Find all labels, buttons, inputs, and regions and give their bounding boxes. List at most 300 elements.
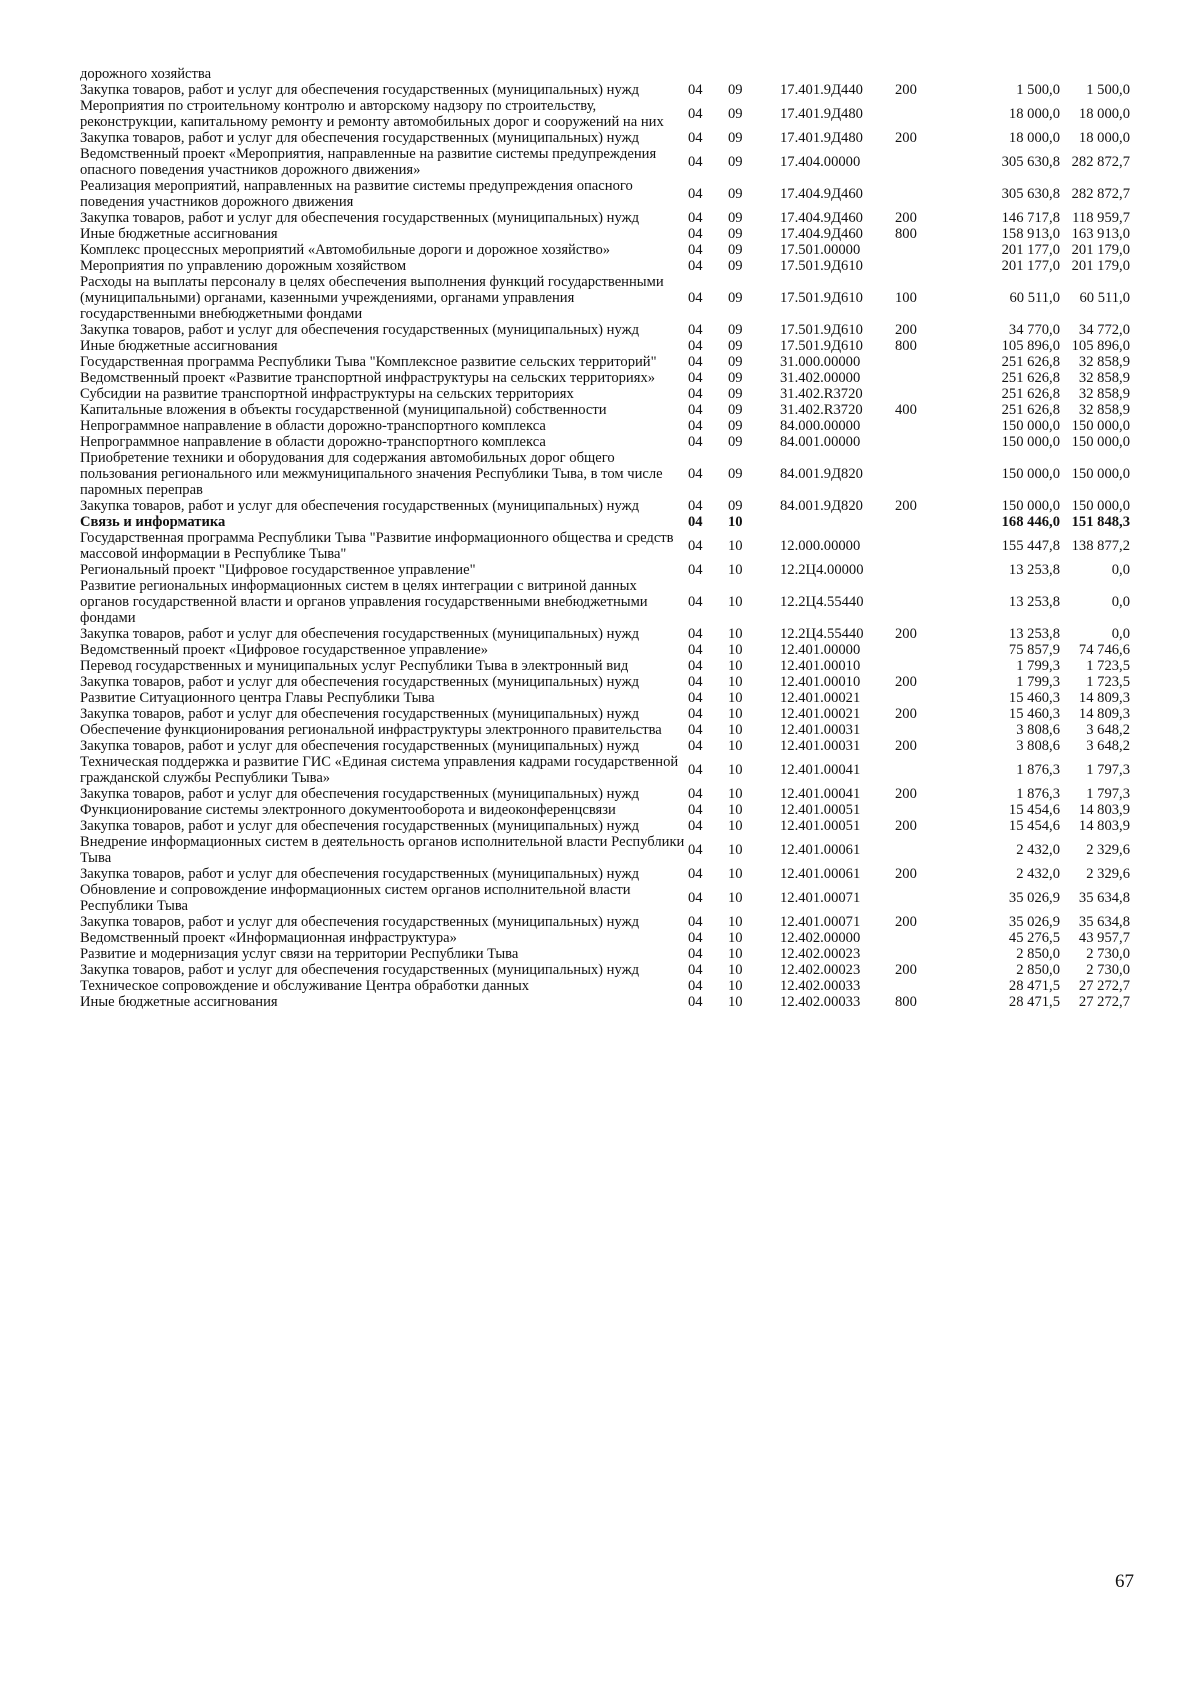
row-sum-year2-cell: 32 858,9 <box>1078 402 1130 418</box>
row-sum-year1-cell: 60 511,0 <box>1009 290 1060 306</box>
row-target-article-cell: 12.401.00061 <box>780 866 861 882</box>
row-name-cell: Приобретение техники и оборудования для содержания автомобильных дорог общего пользования регионального или межмуниципального значения Республики Тыва, в том числе паромных переправ <box>80 450 663 498</box>
row-subsection-cell: 09 <box>728 154 743 170</box>
row-subsection-cell: 10 <box>728 962 743 978</box>
row-subsection-cell: 09 <box>728 402 743 418</box>
row-sum-year2-cell: 0,0 <box>1111 562 1130 578</box>
row-section-cell: 04 <box>688 762 703 778</box>
row-expense-type-cell <box>895 562 945 578</box>
row-name-cell: Комплекс процессных мероприятий «Автомобильные дороги и дорожное хозяйство» <box>80 242 611 258</box>
row-section-cell: 04 <box>688 626 703 642</box>
row-sum-year2-cell: 35 634,8 <box>1078 890 1130 906</box>
row-expense-type-cell: 200 <box>895 498 917 514</box>
table-row <box>80 178 1130 210</box>
table-row <box>80 514 1130 530</box>
row-section-cell: 04 <box>688 538 703 554</box>
table-row <box>80 882 1130 914</box>
row-name-cell: Закупка товаров, работ и услуг для обеспечения государственных (муниципальных) нужд <box>80 962 640 978</box>
row-expense-type-cell <box>895 514 945 530</box>
row-sum-year2-cell: 150 000,0 <box>1071 418 1130 434</box>
row-sum-year1-cell: 146 717,8 <box>1001 210 1060 226</box>
row-target-article-cell: 31.402.R3720 <box>780 402 863 418</box>
table-row <box>80 434 1130 450</box>
table-row <box>80 498 1130 514</box>
table-row <box>80 930 1130 946</box>
row-name-cell: Техническая поддержка и развитие ГИС «Единая система управления кадрами государственной гражданской службы Республики Тыва» <box>80 754 679 786</box>
row-name-cell: Закупка товаров, работ и услуг для обеспечения государственных (муниципальных) нужд <box>80 82 640 98</box>
row-section-cell: 04 <box>688 658 703 674</box>
row-expense-type-cell <box>895 578 945 626</box>
row-target-article-cell: 17.501.00000 <box>780 242 861 258</box>
row-expense-type-cell: 200 <box>895 866 917 882</box>
row-sum-year2-cell: 105 896,0 <box>1071 338 1130 354</box>
row-target-article-cell: 17.501.9Д610 <box>780 290 863 306</box>
row-sum-year2-cell: 14 809,3 <box>1078 690 1130 706</box>
row-name-cell: Перевод государственных и муниципальных услуг Республики Тыва в электронный вид <box>80 658 629 674</box>
row-section-cell: 04 <box>688 690 703 706</box>
row-target-article-cell: 31.402.00000 <box>780 370 861 386</box>
row-subsection-cell <box>728 66 780 82</box>
row-expense-type-cell: 800 <box>895 338 917 354</box>
row-name-cell: Техническое сопровождение и обслуживание Центра обработки данных <box>80 978 530 994</box>
table-row <box>80 258 1130 274</box>
row-target-article-cell: 17.501.9Д610 <box>780 338 863 354</box>
row-sum-year1-cell: 1 876,3 <box>1016 762 1060 778</box>
row-name-cell: Непрограммное направление в области дорожно-транспортного комплекса <box>80 434 546 450</box>
row-expense-type-cell: 200 <box>895 626 917 642</box>
row-sum-year2-cell: 74 746,6 <box>1078 642 1130 658</box>
row-expense-type-cell <box>895 66 945 82</box>
row-target-article-cell: 12.402.00023 <box>780 946 861 962</box>
budget-table-body <box>80 66 1130 1010</box>
row-name-cell: Иные бюджетные ассигнования <box>80 994 278 1010</box>
row-target-article-cell: 17.404.9Д460 <box>780 186 863 202</box>
row-expense-type-cell <box>895 754 945 786</box>
row-sum-year2-cell: 43 957,7 <box>1078 930 1130 946</box>
table-row <box>80 914 1130 930</box>
row-subsection-cell: 09 <box>728 434 743 450</box>
row-name-cell: Расходы на выплаты персоналу в целях обеспечения выполнения функций государственными (муниципальными) органами, казенными учреждениями, органами управления государственными внебюджетными фондами <box>80 274 664 322</box>
table-row <box>80 946 1130 962</box>
row-sum-year1-cell: 18 000,0 <box>1008 130 1060 146</box>
row-section-cell: 04 <box>688 322 703 338</box>
row-sum-year1-cell: 305 630,8 <box>1001 186 1060 202</box>
row-expense-type-cell: 200 <box>895 130 917 146</box>
row-section-cell: 04 <box>688 434 703 450</box>
row-name-cell: Закупка товаров, работ и услуг для обеспечения государственных (муниципальных) нужд <box>80 818 640 834</box>
row-sum-year1-cell: 150 000,0 <box>1001 466 1060 482</box>
row-sum-year1-cell: 18 000,0 <box>1008 106 1060 122</box>
row-expense-type-cell <box>895 386 945 402</box>
row-expense-type-cell <box>895 450 945 498</box>
row-target-article-cell: 12.402.00033 <box>780 978 861 994</box>
row-name-cell: Субсидии на развитие транспортной инфраструктуры на сельских территориях <box>80 386 574 402</box>
row-section-cell: 04 <box>688 842 703 858</box>
row-subsection-cell: 09 <box>728 186 743 202</box>
row-target-article-cell <box>780 66 895 82</box>
row-target-article-cell: 84.000.00000 <box>780 418 861 434</box>
row-section-cell: 04 <box>688 386 703 402</box>
row-name-cell: Закупка товаров, работ и услуг для обеспечения государственных (муниципальных) нужд <box>80 738 640 754</box>
row-expense-type-cell: 200 <box>895 818 917 834</box>
row-subsection-cell: 10 <box>728 514 743 530</box>
row-expense-type-cell: 200 <box>895 82 917 98</box>
row-section-cell: 04 <box>688 994 703 1010</box>
row-name-cell: Закупка товаров, работ и услуг для обеспечения государственных (муниципальных) нужд <box>80 866 640 882</box>
row-expense-type-cell <box>895 946 945 962</box>
row-name-cell: Закупка товаров, работ и услуг для обеспечения государственных (муниципальных) нужд <box>80 130 640 146</box>
row-name-cell: Развитие и модернизация услуг связи на территории Республики Тыва <box>80 946 519 962</box>
row-target-article-cell: 12.401.00021 <box>780 690 861 706</box>
row-target-article-cell: 17.401.9Д440 <box>780 82 863 98</box>
row-expense-type-cell: 200 <box>895 210 917 226</box>
row-sum-year2-cell: 282 872,7 <box>1071 154 1130 170</box>
row-sum-year1-cell: 1 876,3 <box>1016 786 1060 802</box>
table-row <box>80 562 1130 578</box>
row-target-article-cell: 12.401.00031 <box>780 722 861 738</box>
row-name-cell: Закупка товаров, работ и услуг для обеспечения государственных (муниципальных) нужд <box>80 210 640 226</box>
row-expense-type-cell: 800 <box>895 226 917 242</box>
row-sum-year2-cell: 151 848,3 <box>1071 514 1130 530</box>
row-expense-type-cell: 100 <box>895 290 917 306</box>
row-section-cell: 04 <box>688 130 703 146</box>
row-section-cell: 04 <box>688 786 703 802</box>
row-sum-year1-cell: 168 446,0 <box>1001 514 1060 530</box>
row-sum-year1-cell: 15 460,3 <box>1008 690 1060 706</box>
row-sum-year2-cell: 118 959,7 <box>1072 210 1130 226</box>
row-sum-year2-cell: 1 797,3 <box>1086 762 1130 778</box>
row-sum-year1-cell: 13 253,8 <box>1008 594 1060 610</box>
row-subsection-cell: 09 <box>728 210 743 226</box>
row-sum-year1-cell: 34 770,0 <box>1008 322 1060 338</box>
row-subsection-cell: 10 <box>728 738 743 754</box>
row-sum-year1-cell: 28 471,5 <box>1008 978 1060 994</box>
row-sum-year1-cell: 15 454,6 <box>1008 818 1060 834</box>
row-target-article-cell: 31.000.00000 <box>780 354 861 370</box>
row-expense-type-cell <box>895 642 945 658</box>
row-expense-type-cell <box>895 258 945 274</box>
row-section-cell: 04 <box>688 210 703 226</box>
row-target-article-cell: 17.404.00000 <box>780 154 861 170</box>
row-expense-type-cell: 200 <box>895 738 917 754</box>
row-subsection-cell: 10 <box>728 594 743 610</box>
row-section-cell: 04 <box>688 978 703 994</box>
row-target-article-cell: 84.001.9Д820 <box>780 466 863 482</box>
row-expense-type-cell: 200 <box>895 674 917 690</box>
row-section-cell: 04 <box>688 514 703 530</box>
row-name-cell: Закупка товаров, работ и услуг для обеспечения государственных (муниципальных) нужд <box>80 914 640 930</box>
table-row <box>80 130 1130 146</box>
row-name-cell: Внедрение информационных систем в деятельность органов исполнительной власти Республики Тыва <box>80 834 685 866</box>
row-subsection-cell: 10 <box>728 674 743 690</box>
row-target-article-cell: 12.401.00010 <box>780 658 861 674</box>
row-sum-year1-cell: 1 500,0 <box>1016 82 1060 98</box>
row-sum-year1-cell: 35 026,9 <box>1008 890 1060 906</box>
row-expense-type-cell: 200 <box>895 914 917 930</box>
row-sum-year1-cell: 105 896,0 <box>1001 338 1060 354</box>
row-subsection-cell: 10 <box>728 562 743 578</box>
row-target-article-cell: 84.001.00000 <box>780 434 861 450</box>
row-name-cell: Реализация мероприятий, направленных на развитие системы предупреждения опасного поведения участников дорожного движения <box>80 178 633 210</box>
row-name-cell: Развитие Ситуационного центра Главы Республики Тыва <box>80 690 435 706</box>
row-subsection-cell: 10 <box>728 690 743 706</box>
row-section-cell: 04 <box>688 82 703 98</box>
row-name-cell: Обеспечение функционирования региональной инфраструктуры электронного правительства <box>80 722 662 738</box>
row-expense-type-cell <box>895 178 945 210</box>
row-name-cell: Государственная программа Республики Тыва "Развитие информационного общества и средств массовой информации в Республике Тыва" <box>80 530 674 562</box>
row-target-article-cell: 17.501.9Д610 <box>780 258 863 274</box>
row-subsection-cell: 10 <box>728 538 743 554</box>
row-name-cell: Иные бюджетные ассигнования <box>80 338 278 354</box>
row-expense-type-cell: 200 <box>895 322 917 338</box>
row-subsection-cell: 09 <box>728 386 743 402</box>
row-name-cell: Ведомственный проект «Мероприятия, направленные на развитие системы предупреждения опасного поведения участников дорожного движения» <box>80 146 657 178</box>
table-row <box>80 978 1130 994</box>
row-target-article-cell: 12.402.00033 <box>780 994 861 1010</box>
row-section-cell: 04 <box>688 466 703 482</box>
row-sum-year1-cell: 13 253,8 <box>1008 562 1060 578</box>
table-row <box>80 98 1130 130</box>
row-sum-year2-cell: 2 329,6 <box>1086 842 1130 858</box>
row-sum-year2-cell: 3 648,2 <box>1086 722 1130 738</box>
row-sum-year1-cell: 251 626,8 <box>1001 386 1060 402</box>
row-subsection-cell: 10 <box>728 946 743 962</box>
row-subsection-cell: 10 <box>728 762 743 778</box>
table-row <box>80 354 1130 370</box>
row-name-cell: Непрограммное направление в области дорожно-транспортного комплекса <box>80 418 546 434</box>
row-expense-type-cell <box>895 978 945 994</box>
row-name-cell: Обновление и сопровождение информационных систем органов исполнительной власти Республики Тыва <box>80 882 631 914</box>
row-name-cell: Ведомственный проект «Развитие транспортной инфраструктуры на сельских территориях» <box>80 370 656 386</box>
row-sum-year2-cell: 0,0 <box>1111 626 1130 642</box>
row-sum-year2-cell: 201 179,0 <box>1071 258 1130 274</box>
table-row <box>80 370 1130 386</box>
row-subsection-cell: 10 <box>728 706 743 722</box>
row-sum-year1-cell: 13 253,8 <box>1008 626 1060 642</box>
row-sum-year2-cell: 150 000,0 <box>1071 434 1130 450</box>
row-sum-year1-cell: 28 471,5 <box>1008 994 1060 1010</box>
row-section-cell: 04 <box>688 338 703 354</box>
table-row <box>80 866 1130 882</box>
row-target-article-cell: 12.401.00031 <box>780 738 861 754</box>
row-subsection-cell: 10 <box>728 890 743 906</box>
row-name-cell: Связь и информатика <box>80 514 226 530</box>
row-sum-year1-cell: 201 177,0 <box>1001 242 1060 258</box>
row-expense-type-cell <box>895 242 945 258</box>
row-target-article-cell: 12.401.00010 <box>780 674 861 690</box>
row-sum-year2-cell: 163 913,0 <box>1071 226 1130 242</box>
row-sum-year1-cell: 1 799,3 <box>1016 674 1060 690</box>
row-sum-year2-cell: 27 272,7 <box>1078 978 1130 994</box>
table-row <box>80 402 1130 418</box>
row-sum-year1-cell: 35 026,9 <box>1008 914 1060 930</box>
table-row <box>80 274 1130 322</box>
row-sum-year2-cell: 27 272,7 <box>1078 994 1130 1010</box>
row-sum-year1-cell: 150 000,0 <box>1001 498 1060 514</box>
row-sum-year2-cell: 138 877,2 <box>1071 538 1130 554</box>
row-section-cell: 04 <box>688 930 703 946</box>
row-expense-type-cell: 200 <box>895 706 917 722</box>
row-target-article-cell: 17.404.9Д460 <box>780 226 863 242</box>
row-sum-year2-cell: 14 809,3 <box>1078 706 1130 722</box>
row-expense-type-cell <box>895 98 945 130</box>
table-row <box>80 674 1130 690</box>
row-sum-year1-cell: 75 857,9 <box>1008 642 1060 658</box>
row-expense-type-cell <box>895 530 945 562</box>
table-row <box>80 530 1130 562</box>
row-section-cell: 04 <box>688 354 703 370</box>
row-subsection-cell: 09 <box>728 130 743 146</box>
row-target-article-cell: 12.2Ц4.55440 <box>780 626 864 642</box>
row-name-cell: Мероприятия по строительному контролю и авторскому надзору по строительству, реконструкции, капитальному ремонту и ремонту автомобильных дорог и сооружений на них <box>80 98 664 130</box>
row-section-cell: 04 <box>688 418 703 434</box>
row-target-article-cell: 12.402.00023 <box>780 962 861 978</box>
table-row <box>80 146 1130 178</box>
row-subsection-cell: 10 <box>728 994 743 1010</box>
row-expense-type-cell <box>895 802 945 818</box>
row-sum-year1-cell: 2 850,0 <box>1016 946 1060 962</box>
table-row <box>80 66 1130 82</box>
row-name-cell: Развитие региональных информационных систем в целях интеграции с витриной данных органов государственной власти и органов управления государственными внебюджетными фондами <box>80 578 648 626</box>
row-name-cell: Мероприятия по управлению дорожным хозяйством <box>80 258 407 274</box>
row-subsection-cell: 09 <box>728 290 743 306</box>
row-name-cell: Государственная программа Республики Тыва "Комплексное развитие сельских территорий" <box>80 354 657 370</box>
row-target-article-cell: 12.402.00000 <box>780 930 861 946</box>
row-subsection-cell: 10 <box>728 842 743 858</box>
row-target-article-cell: 12.401.00071 <box>780 890 861 906</box>
table-row <box>80 226 1130 242</box>
row-sum-year2-cell: 1 723,5 <box>1086 674 1130 690</box>
table-row <box>80 738 1130 754</box>
row-name-cell: Закупка товаров, работ и услуг для обеспечения государственных (муниципальных) нужд <box>80 786 640 802</box>
table-row <box>80 834 1130 866</box>
row-sum-year2-cell: 150 000,0 <box>1071 466 1130 482</box>
row-sum-year2-cell: 201 179,0 <box>1071 242 1130 258</box>
row-section-cell: 04 <box>688 242 703 258</box>
row-expense-type-cell <box>895 354 945 370</box>
row-section-cell: 04 <box>688 962 703 978</box>
row-subsection-cell: 09 <box>728 226 743 242</box>
row-subsection-cell: 09 <box>728 418 743 434</box>
row-expense-type-cell: 200 <box>895 962 917 978</box>
row-name-cell: дорожного хозяйства <box>80 66 212 82</box>
row-sum-year1-cell: 15 454,6 <box>1008 802 1060 818</box>
row-subsection-cell: 09 <box>728 354 743 370</box>
row-expense-type-cell <box>895 930 945 946</box>
row-expense-type-cell: 800 <box>895 994 917 1010</box>
row-subsection-cell: 09 <box>728 466 743 482</box>
row-sum-year1-cell: 1 799,3 <box>1016 658 1060 674</box>
page-number: 67 <box>1115 1571 1134 1592</box>
budget-table <box>80 66 1130 1010</box>
row-name-cell: Региональный проект "Цифровое государственное управление" <box>80 562 476 578</box>
row-target-article-cell: 12.401.00051 <box>780 802 861 818</box>
row-sum-year1-cell: 150 000,0 <box>1001 418 1060 434</box>
row-sum-year2-cell: 34 772,0 <box>1078 322 1130 338</box>
table-row <box>80 642 1130 658</box>
row-section-cell: 04 <box>688 498 703 514</box>
row-target-article-cell: 12.401.00021 <box>780 706 861 722</box>
row-sum-year2-cell: 60 511,0 <box>1079 290 1130 306</box>
row-sum-year1-cell <box>945 66 1060 82</box>
row-sum-year1-cell: 15 460,3 <box>1008 706 1060 722</box>
row-sum-year2-cell: 18 000,0 <box>1078 106 1130 122</box>
table-row <box>80 786 1130 802</box>
table-row <box>80 802 1130 818</box>
row-sum-year2-cell <box>1060 66 1130 82</box>
row-name-cell: Функционирование системы электронного документооборота и видеоконференцсвязи <box>80 802 616 818</box>
row-sum-year2-cell: 32 858,9 <box>1078 354 1130 370</box>
row-target-article-cell: 12.401.00071 <box>780 914 861 930</box>
row-subsection-cell: 09 <box>728 322 743 338</box>
row-subsection-cell: 09 <box>728 258 743 274</box>
row-section-cell: 04 <box>688 226 703 242</box>
row-expense-type-cell <box>895 722 945 738</box>
row-target-article-cell: 12.2Ц4.00000 <box>780 562 864 578</box>
row-target-article-cell: 17.404.9Д460 <box>780 210 863 226</box>
row-name-cell: Капитальные вложения в объекты государственной (муниципальной) собственности <box>80 402 607 418</box>
row-target-article-cell: 12.401.00061 <box>780 842 861 858</box>
row-expense-type-cell <box>895 146 945 178</box>
row-sum-year1-cell: 305 630,8 <box>1001 154 1060 170</box>
table-row <box>80 818 1130 834</box>
row-subsection-cell: 10 <box>728 914 743 930</box>
row-sum-year1-cell: 2 432,0 <box>1016 842 1060 858</box>
row-expense-type-cell <box>895 882 945 914</box>
table-row <box>80 658 1130 674</box>
row-sum-year2-cell: 18 000,0 <box>1078 130 1130 146</box>
table-row <box>80 722 1130 738</box>
row-sum-year2-cell: 2 730,0 <box>1086 962 1130 978</box>
table-row <box>80 578 1130 626</box>
row-sum-year2-cell: 32 858,9 <box>1078 370 1130 386</box>
table-row <box>80 994 1130 1010</box>
row-expense-type-cell <box>895 434 945 450</box>
row-section-cell: 04 <box>688 674 703 690</box>
row-section-cell: 04 <box>688 562 703 578</box>
row-target-article-cell: 12.401.00000 <box>780 642 861 658</box>
row-section-cell: 04 <box>688 258 703 274</box>
row-subsection-cell: 09 <box>728 338 743 354</box>
row-sum-year1-cell: 201 177,0 <box>1001 258 1060 274</box>
row-sum-year2-cell: 3 648,2 <box>1086 738 1130 754</box>
row-section-cell: 04 <box>688 290 703 306</box>
row-subsection-cell: 10 <box>728 930 743 946</box>
row-section-cell: 04 <box>688 106 703 122</box>
row-sum-year2-cell: 14 803,9 <box>1078 818 1130 834</box>
row-sum-year1-cell: 251 626,8 <box>1001 354 1060 370</box>
row-sum-year2-cell: 1 500,0 <box>1086 82 1130 98</box>
row-sum-year1-cell: 45 276,5 <box>1008 930 1060 946</box>
row-target-article-cell: 12.401.00041 <box>780 786 861 802</box>
row-sum-year1-cell: 3 808,6 <box>1016 738 1060 754</box>
table-row <box>80 706 1130 722</box>
row-subsection-cell: 10 <box>728 978 743 994</box>
row-sum-year1-cell: 2 850,0 <box>1016 962 1060 978</box>
row-section-cell: 04 <box>688 642 703 658</box>
row-target-article-cell: 12.401.00051 <box>780 818 861 834</box>
row-sum-year1-cell: 2 432,0 <box>1016 866 1060 882</box>
row-expense-type-cell <box>895 370 945 386</box>
table-row <box>80 338 1130 354</box>
row-expense-type-cell <box>895 418 945 434</box>
row-section-cell: 04 <box>688 866 703 882</box>
table-row <box>80 242 1130 258</box>
row-section-cell: 04 <box>688 914 703 930</box>
table-row <box>80 82 1130 98</box>
row-section-cell: 04 <box>688 890 703 906</box>
row-name-cell: Закупка товаров, работ и услуг для обеспечения государственных (муниципальных) нужд <box>80 674 640 690</box>
